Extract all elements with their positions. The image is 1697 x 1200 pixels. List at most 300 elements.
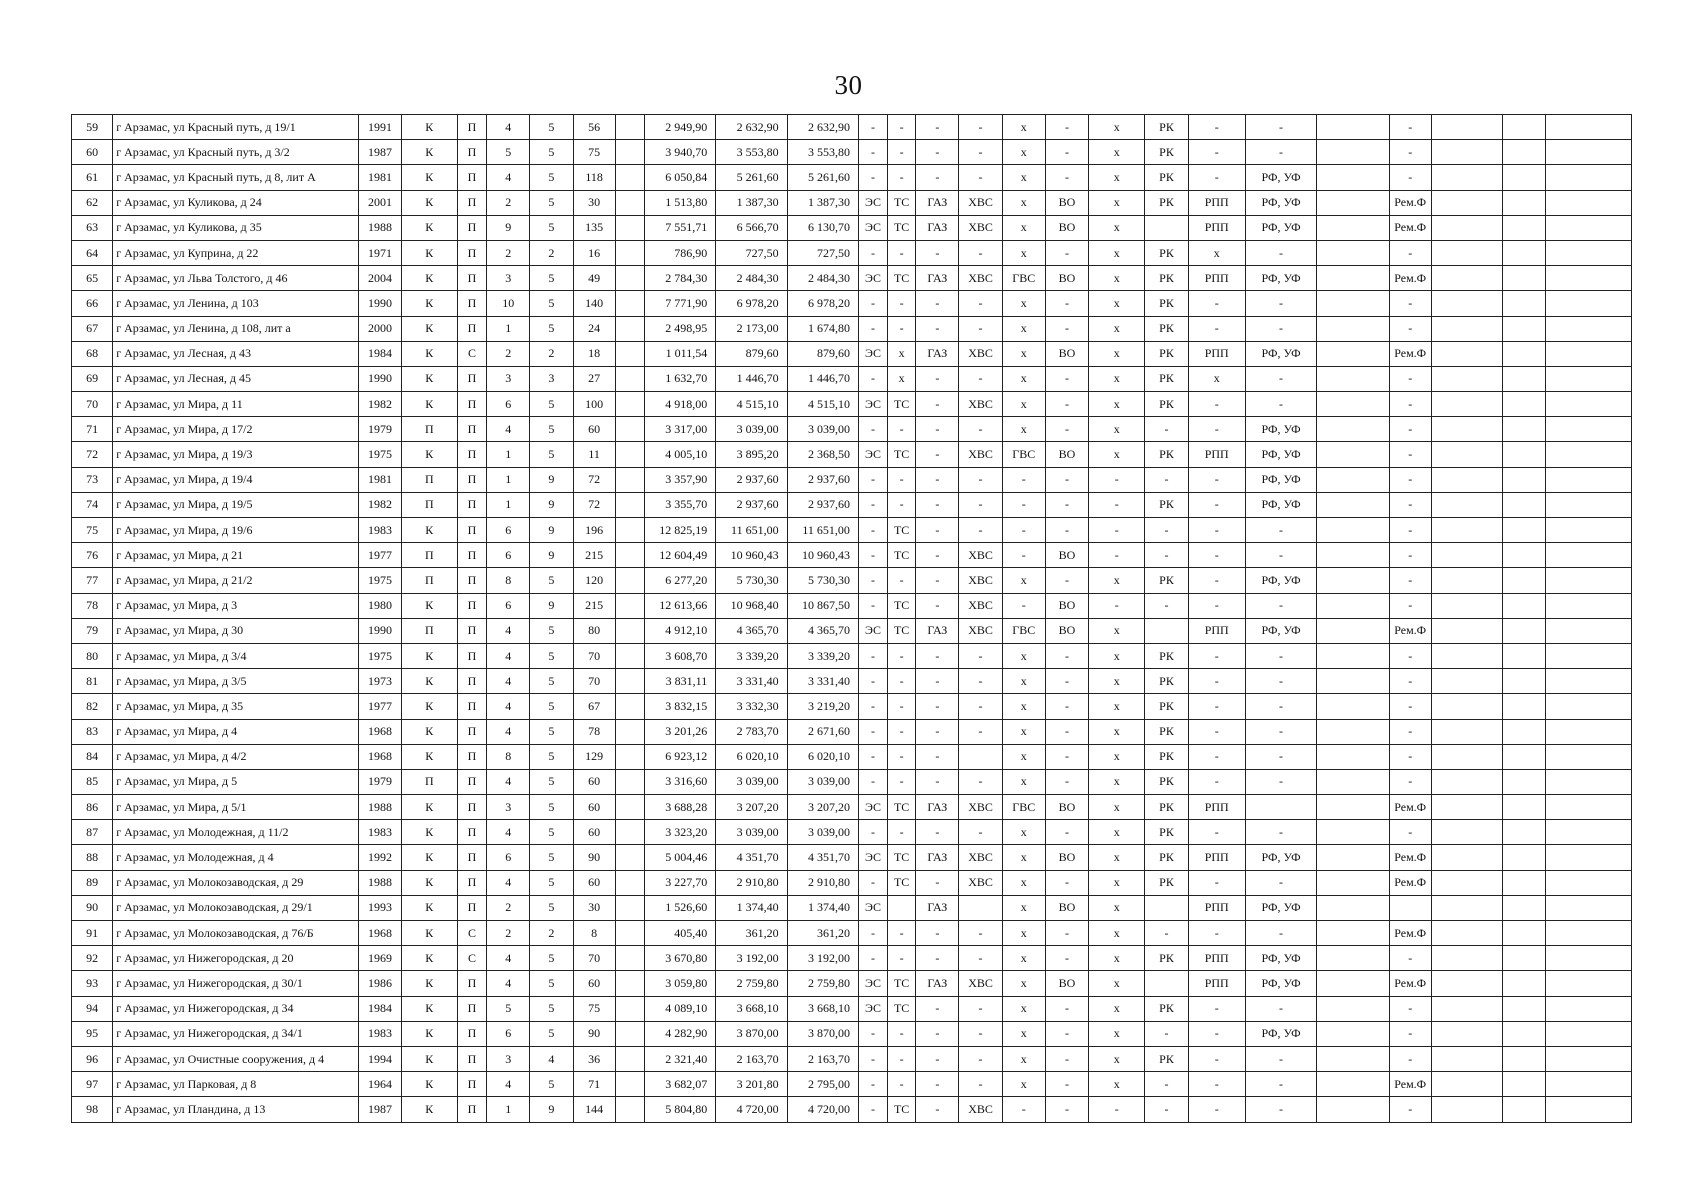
table-cell: г Арзамас, ул Лесная, д 43 — [113, 341, 359, 366]
table-cell: - — [1389, 1097, 1431, 1122]
table-cell: 1977 — [359, 694, 401, 719]
table-cell: П — [457, 895, 486, 920]
table-cell: х — [1002, 643, 1045, 668]
table-cell: - — [1389, 467, 1431, 492]
table-cell: 2 784,30 — [644, 266, 715, 291]
table-cell: х — [1002, 392, 1045, 417]
table-cell — [1431, 719, 1502, 744]
table-cell: - — [916, 946, 959, 971]
table-cell: 5 — [530, 115, 573, 140]
table-cell: 30 — [573, 190, 615, 215]
table-cell: 1994 — [359, 1046, 401, 1071]
table-cell: - — [1188, 1021, 1245, 1046]
table-cell: 30 — [573, 895, 615, 920]
table-cell — [1431, 568, 1502, 593]
table-cell — [1546, 694, 1632, 719]
table-cell: 3 670,80 — [644, 946, 715, 971]
table-cell: 1968 — [359, 719, 401, 744]
table-cell: - — [888, 316, 916, 341]
table-cell: П — [457, 795, 486, 820]
table-cell: г Арзамас, ул Мира, д 3/5 — [113, 669, 359, 694]
table-cell: 5 — [530, 845, 573, 870]
table-cell — [1317, 492, 1389, 517]
table-cell: - — [1188, 593, 1245, 618]
table-cell: 2 783,70 — [716, 719, 787, 744]
table-cell: 71 — [573, 1072, 615, 1097]
table-cell: П — [457, 820, 486, 845]
table-cell — [1503, 518, 1546, 543]
table-cell: РК — [1145, 946, 1188, 971]
table-cell: х — [1089, 366, 1145, 391]
table-cell: 5 — [530, 568, 573, 593]
table-cell — [1503, 366, 1546, 391]
table-row — [72, 1021, 1632, 1046]
table-cell: 27 — [573, 366, 615, 391]
table-cell: г Арзамас, ул Куприна, д 22 — [113, 240, 359, 265]
table-cell: П — [457, 190, 486, 215]
table-cell: П — [457, 996, 486, 1021]
table-cell: 5 — [530, 669, 573, 694]
table-cell: х — [1089, 694, 1145, 719]
table-cell: - — [1389, 744, 1431, 769]
table-cell: ГАЗ — [916, 895, 959, 920]
table-cell: 9 — [530, 543, 573, 568]
table-cell: ХВС — [959, 870, 1002, 895]
table-cell: 10 968,40 — [716, 593, 787, 618]
table-cell: - — [1045, 1046, 1088, 1071]
table-cell: - — [1045, 870, 1088, 895]
table-cell: х — [888, 366, 916, 391]
table-cell — [1317, 1097, 1389, 1122]
table-cell: - — [916, 996, 959, 1021]
table-row — [72, 190, 1632, 215]
table-row — [72, 1097, 1632, 1122]
table-cell — [615, 996, 644, 1021]
table-cell — [1317, 694, 1389, 719]
table-cell: К — [401, 820, 457, 845]
table-cell: - — [916, 316, 959, 341]
table-cell — [1503, 392, 1546, 417]
table-row — [72, 392, 1632, 417]
table-cell — [1317, 1046, 1389, 1071]
table-cell — [1546, 895, 1632, 920]
table-cell — [1317, 366, 1389, 391]
table-cell: РК — [1145, 190, 1188, 215]
table-cell: 93 — [72, 971, 113, 996]
table-row — [72, 895, 1632, 920]
table-cell: К — [401, 744, 457, 769]
table-cell: РК — [1145, 492, 1188, 517]
table-cell: - — [1045, 240, 1088, 265]
table-cell: х — [1002, 1072, 1045, 1097]
table-cell — [615, 291, 644, 316]
table-cell: - — [1188, 1046, 1245, 1071]
table-cell: П — [457, 366, 486, 391]
table-cell: 81 — [72, 669, 113, 694]
table-cell — [1431, 492, 1502, 517]
table-row — [72, 643, 1632, 668]
table-cell: 2 671,60 — [787, 719, 858, 744]
table-cell: РФ, УФ — [1245, 492, 1316, 517]
table-cell: г Арзамас, ул Мира, д 4 — [113, 719, 359, 744]
table-cell: К — [401, 593, 457, 618]
table-cell: 2004 — [359, 266, 401, 291]
table-cell — [1503, 140, 1546, 165]
table-cell — [615, 820, 644, 845]
table-cell: П — [457, 1072, 486, 1097]
table-cell — [615, 165, 644, 190]
table-cell: 5 — [530, 618, 573, 643]
table-row — [72, 1072, 1632, 1097]
table-cell — [1546, 165, 1632, 190]
table-cell: - — [1188, 1072, 1245, 1097]
table-cell: 3 332,30 — [716, 694, 787, 719]
table-cell: К — [401, 643, 457, 668]
table-cell: х — [1089, 140, 1145, 165]
table-cell: - — [1245, 921, 1316, 946]
table-cell: 5 — [530, 291, 573, 316]
table-cell — [1145, 215, 1188, 240]
table-cell: РК — [1145, 1046, 1188, 1071]
table-row — [72, 366, 1632, 391]
table-cell: - — [888, 240, 916, 265]
table-cell: - — [1245, 115, 1316, 140]
table-cell: 215 — [573, 593, 615, 618]
table-cell: х — [1002, 669, 1045, 694]
table-cell: - — [1389, 643, 1431, 668]
table-cell: - — [959, 291, 1002, 316]
table-cell: ГВС — [1002, 795, 1045, 820]
table-cell: 4 351,70 — [716, 845, 787, 870]
table-cell: 1987 — [359, 140, 401, 165]
table-cell: 71 — [72, 417, 113, 442]
table-cell: - — [1245, 291, 1316, 316]
table-cell: 97 — [72, 1072, 113, 1097]
table-cell: - — [959, 643, 1002, 668]
table-cell — [1503, 643, 1546, 668]
table-cell: ВО — [1045, 266, 1088, 291]
table-row — [72, 115, 1632, 140]
table-cell — [1503, 971, 1546, 996]
table-cell: РК — [1145, 744, 1188, 769]
table-cell: 6 566,70 — [716, 215, 787, 240]
table-cell: г Арзамас, ул Мира, д 5 — [113, 769, 359, 794]
table-cell: 65 — [72, 266, 113, 291]
table-cell: РПП — [1188, 341, 1245, 366]
table-cell: ВО — [1045, 341, 1088, 366]
table-cell: - — [1389, 417, 1431, 442]
table-cell: - — [1145, 417, 1188, 442]
table-cell: ВО — [1045, 215, 1088, 240]
table-cell: К — [401, 996, 457, 1021]
table-cell: 6 020,10 — [787, 744, 858, 769]
table-cell: - — [959, 518, 1002, 543]
table-cell: 4 — [530, 1046, 573, 1071]
table-cell: 120 — [573, 568, 615, 593]
table-cell: 2 — [487, 895, 530, 920]
table-cell: - — [1389, 240, 1431, 265]
table-cell — [1431, 417, 1502, 442]
table-cell — [1431, 744, 1502, 769]
table-cell: 36 — [573, 1046, 615, 1071]
table-cell — [1503, 669, 1546, 694]
table-cell — [615, 1072, 644, 1097]
table-cell: г Арзамас, ул Мира, д 21 — [113, 543, 359, 568]
table-cell: - — [1045, 467, 1088, 492]
table-cell: П — [457, 971, 486, 996]
table-cell: 49 — [573, 266, 615, 291]
table-cell: - — [916, 518, 959, 543]
table-cell: - — [959, 316, 1002, 341]
table-cell: 2 937,60 — [787, 467, 858, 492]
table-cell — [615, 946, 644, 971]
table-cell: 6 — [487, 593, 530, 618]
table-cell: ХВС — [959, 568, 1002, 593]
table-cell: - — [959, 492, 1002, 517]
table-cell: - — [916, 165, 959, 190]
table-cell: ВО — [1045, 190, 1088, 215]
table-cell: - — [959, 366, 1002, 391]
table-cell: - — [858, 744, 887, 769]
table-cell — [615, 971, 644, 996]
table-cell — [959, 744, 1002, 769]
table-cell: х — [1002, 971, 1045, 996]
table-cell — [1546, 442, 1632, 467]
table-cell: 5 261,60 — [716, 165, 787, 190]
table-cell — [1503, 240, 1546, 265]
table-cell: х — [1089, 1072, 1145, 1097]
table-cell: х — [1089, 568, 1145, 593]
table-cell: - — [1045, 316, 1088, 341]
table-cell: П — [401, 618, 457, 643]
table-cell: Рем.Ф — [1389, 266, 1431, 291]
table-cell: 3 682,07 — [644, 1072, 715, 1097]
table-cell: - — [888, 946, 916, 971]
table-cell: С — [457, 921, 486, 946]
table-cell: ТС — [888, 392, 916, 417]
table-cell: К — [401, 518, 457, 543]
table-cell — [1503, 1046, 1546, 1071]
table-cell: х — [1002, 845, 1045, 870]
table-cell — [1431, 291, 1502, 316]
table-cell: ЭС — [858, 845, 887, 870]
table-cell: - — [916, 366, 959, 391]
table-cell: РФ, УФ — [1245, 568, 1316, 593]
table-cell: РК — [1145, 291, 1188, 316]
table-cell: г Арзамас, ул Мира, д 21/2 — [113, 568, 359, 593]
table-cell — [615, 719, 644, 744]
table-cell: ХВС — [959, 593, 1002, 618]
table-row — [72, 240, 1632, 265]
table-cell: 60 — [573, 769, 615, 794]
table-cell: 1975 — [359, 568, 401, 593]
table-cell: 4 — [487, 769, 530, 794]
table-cell: - — [1245, 669, 1316, 694]
table-cell: - — [916, 467, 959, 492]
table-cell: РК — [1145, 769, 1188, 794]
table-cell: 1 526,60 — [644, 895, 715, 920]
table-cell: - — [1045, 643, 1088, 668]
table-cell: П — [457, 492, 486, 517]
table-cell: - — [1145, 518, 1188, 543]
table-cell: К — [401, 694, 457, 719]
table-cell: 1 — [487, 467, 530, 492]
table-cell: 2 937,60 — [787, 492, 858, 517]
table-cell: х — [1188, 366, 1245, 391]
table-cell: 196 — [573, 518, 615, 543]
table-cell: г Арзамас, ул Мира, д 19/5 — [113, 492, 359, 517]
table-cell — [1317, 618, 1389, 643]
table-cell: г Арзамас, ул Лесная, д 45 — [113, 366, 359, 391]
table-cell: - — [1389, 392, 1431, 417]
table-cell: 3 — [487, 366, 530, 391]
table-cell: - — [916, 593, 959, 618]
table-cell: 3 870,00 — [716, 1021, 787, 1046]
table-cell: 1979 — [359, 769, 401, 794]
table-cell: 3 201,26 — [644, 719, 715, 744]
table-cell: 2 — [487, 921, 530, 946]
table-cell: - — [1389, 140, 1431, 165]
table-cell: - — [959, 921, 1002, 946]
table-row — [72, 593, 1632, 618]
table-cell: 5 — [487, 140, 530, 165]
table-cell: РК — [1145, 795, 1188, 820]
table-cell: - — [858, 543, 887, 568]
table-cell: 6 978,20 — [716, 291, 787, 316]
table-cell: РК — [1145, 669, 1188, 694]
table-cell: 3 331,40 — [787, 669, 858, 694]
table-cell: П — [401, 543, 457, 568]
table-cell: 1 513,80 — [644, 190, 715, 215]
table-cell: - — [1245, 996, 1316, 1021]
table-cell: 5 — [487, 996, 530, 1021]
table-cell: 405,40 — [644, 921, 715, 946]
table-cell: - — [858, 115, 887, 140]
table-cell — [1546, 417, 1632, 442]
table-cell: 5 — [530, 971, 573, 996]
table-cell: ВО — [1045, 795, 1088, 820]
table-cell: РК — [1145, 140, 1188, 165]
table-cell: х — [1002, 870, 1045, 895]
table-cell — [1431, 820, 1502, 845]
table-cell: 2001 — [359, 190, 401, 215]
table-cell: 6 — [487, 392, 530, 417]
table-cell: 361,20 — [787, 921, 858, 946]
table-cell: К — [401, 392, 457, 417]
table-cell: ТС — [888, 971, 916, 996]
table-cell: ХВС — [959, 341, 1002, 366]
table-cell: 75 — [573, 996, 615, 1021]
table-cell: 56 — [573, 115, 615, 140]
table-cell: 1975 — [359, 643, 401, 668]
table-cell: П — [457, 694, 486, 719]
table-cell: 1 374,40 — [716, 895, 787, 920]
table-cell — [888, 895, 916, 920]
table-cell: - — [1188, 996, 1245, 1021]
table-cell: 1980 — [359, 593, 401, 618]
table-cell: 2 910,80 — [787, 870, 858, 895]
table-cell: - — [1045, 769, 1088, 794]
table-cell — [1546, 467, 1632, 492]
table-cell: 3 331,40 — [716, 669, 787, 694]
table-cell: РФ, УФ — [1245, 190, 1316, 215]
table-cell — [615, 921, 644, 946]
table-cell: РК — [1145, 568, 1188, 593]
table-cell: РК — [1145, 820, 1188, 845]
table-cell: ХВС — [959, 845, 1002, 870]
table-cell: х — [1002, 165, 1045, 190]
table-cell: П — [457, 643, 486, 668]
table-cell: 4 351,70 — [787, 845, 858, 870]
table-cell — [1546, 593, 1632, 618]
table-cell: - — [1188, 669, 1245, 694]
table-cell: 6 — [487, 543, 530, 568]
table-cell: РК — [1145, 392, 1188, 417]
table-cell: 5 — [530, 316, 573, 341]
table-cell — [1431, 795, 1502, 820]
table-cell — [1317, 946, 1389, 971]
table-cell: РПП — [1188, 845, 1245, 870]
table-cell: К — [401, 1072, 457, 1097]
table-cell: 6 — [487, 1021, 530, 1046]
table-cell: - — [1389, 492, 1431, 517]
table-cell: ТС — [888, 593, 916, 618]
table-cell: ТС — [888, 870, 916, 895]
table-cell: 2 163,70 — [787, 1046, 858, 1071]
table-cell: - — [916, 442, 959, 467]
table-cell: 76 — [72, 543, 113, 568]
table-cell — [1317, 518, 1389, 543]
table-cell: - — [1188, 1097, 1245, 1122]
table-cell: ХВС — [959, 442, 1002, 467]
table-cell: х — [1089, 996, 1145, 1021]
table-cell: 1982 — [359, 392, 401, 417]
table-cell: 80 — [72, 643, 113, 668]
table-cell: х — [1089, 795, 1145, 820]
table-cell: Рем.Ф — [1389, 870, 1431, 895]
table-cell: 90 — [573, 1021, 615, 1046]
table-cell: 74 — [72, 492, 113, 517]
table-cell: 4 365,70 — [787, 618, 858, 643]
table-cell: - — [1045, 518, 1088, 543]
table-cell: 1984 — [359, 996, 401, 1021]
table-cell: П — [401, 467, 457, 492]
table-cell: х — [1089, 215, 1145, 240]
table-cell — [1317, 341, 1389, 366]
table-cell: - — [1045, 921, 1088, 946]
table-cell — [1317, 568, 1389, 593]
table-cell: 2 949,90 — [644, 115, 715, 140]
table-cell: - — [1188, 694, 1245, 719]
table-cell: 1977 — [359, 543, 401, 568]
table-cell: х — [1089, 820, 1145, 845]
table-cell: 2 — [530, 341, 573, 366]
table-cell: 2 484,30 — [787, 266, 858, 291]
table-cell: 3 207,20 — [716, 795, 787, 820]
table-cell: - — [1188, 921, 1245, 946]
table-cell — [1503, 1021, 1546, 1046]
table-cell: К — [401, 190, 457, 215]
table-cell — [1431, 215, 1502, 240]
table-cell: х — [1089, 845, 1145, 870]
table-cell: х — [1089, 870, 1145, 895]
table-cell — [1317, 1072, 1389, 1097]
table-cell: 3 870,00 — [787, 1021, 858, 1046]
table-cell: 90 — [573, 845, 615, 870]
table-cell: - — [1089, 492, 1145, 517]
table-cell: ТС — [888, 845, 916, 870]
table-cell: 5 — [530, 870, 573, 895]
